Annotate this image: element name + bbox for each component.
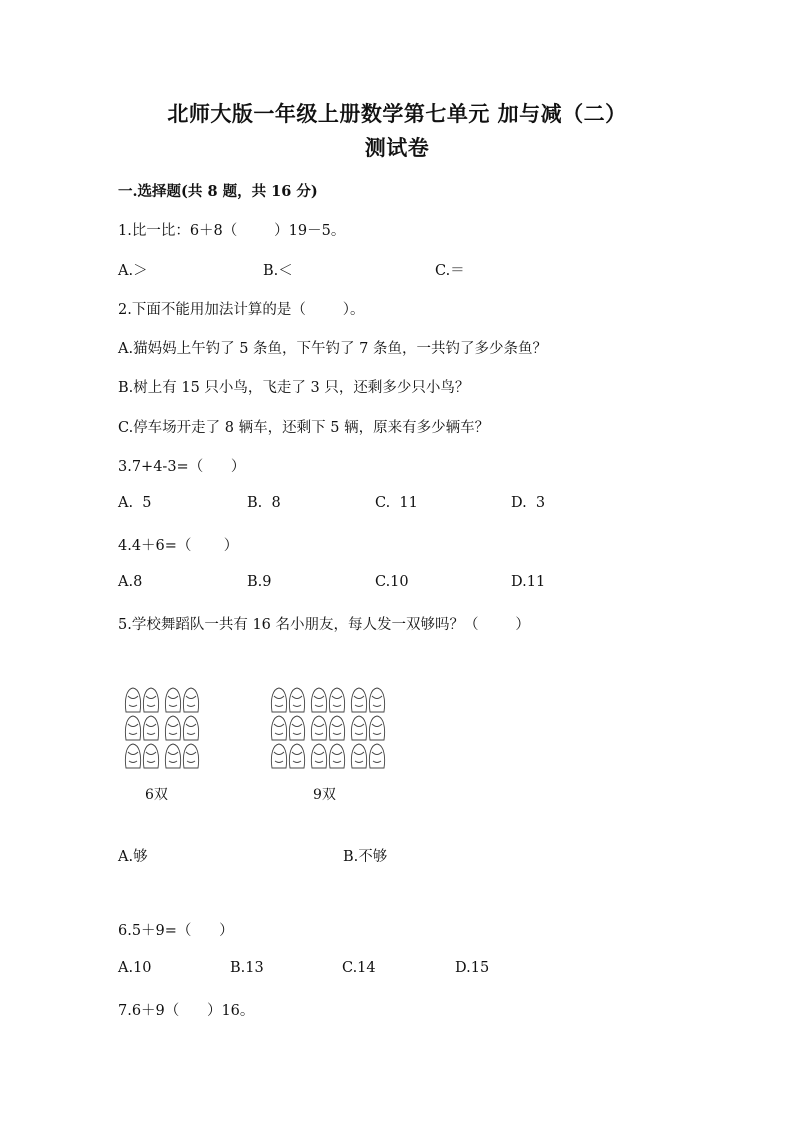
section-heading: 一.选择题(共 8 题，共 16 分): [118, 183, 318, 200]
q4-option-c[interactable]: C.10: [375, 574, 409, 590]
q3-option-c[interactable]: C. 11: [375, 495, 418, 511]
question-6: 6.5＋9=（ ）: [118, 923, 234, 939]
page-title: 北师大版一年级上册数学第七单元 加与减（二）: [167, 101, 627, 126]
question-4: 4.4＋6=（ ）: [118, 538, 239, 554]
question-2: 2.下面不能用加法计算的是（ ）。: [118, 302, 365, 318]
q2-option-c[interactable]: C.停车场开走了 8 辆车，还剩下 5 辆，原来有多少辆车？: [118, 420, 490, 436]
q3-option-a[interactable]: A. 5: [118, 495, 152, 511]
q2-option-b[interactable]: B.树上有 15 只小鸟，飞走了 3 只，还剩多少只小鸟？: [118, 380, 470, 396]
q4-option-a[interactable]: A.8: [118, 574, 143, 590]
shoes-9-pairs-image: [268, 686, 390, 776]
q3-option-d[interactable]: D. 3: [511, 495, 546, 511]
question-3: 3.7+4-3=（ ）: [118, 459, 246, 475]
q4-option-d[interactable]: D.11: [511, 574, 546, 590]
shoes-6-pairs-image: [122, 686, 212, 776]
q6-option-a[interactable]: A.10: [118, 960, 152, 976]
question-5: 5.学校舞蹈队一共有 16 名小朋友，每人发一双够吗？（ ）: [118, 617, 530, 633]
question-7: 7.6＋9（ ）16。: [118, 1003, 255, 1019]
q6-option-b[interactable]: B.13: [230, 960, 264, 976]
q6-option-d[interactable]: D.15: [455, 960, 490, 976]
q5-option-b[interactable]: B.不够: [343, 849, 388, 865]
caption-6-pairs: 6双: [145, 787, 168, 803]
q3-option-b[interactable]: B. 8: [247, 495, 281, 511]
q5-option-a[interactable]: A.够: [118, 849, 148, 865]
q6-option-c[interactable]: C.14: [342, 960, 376, 976]
q1-option-c[interactable]: C.＝: [435, 263, 465, 279]
q1-option-a[interactable]: A.＞: [118, 263, 148, 279]
caption-9-pairs: 9双: [313, 787, 336, 803]
q2-option-a[interactable]: A.猫妈妈上午钓了 5 条鱼，下午钓了 7 条鱼，一共钓了多少条鱼？: [118, 341, 547, 357]
page-subtitle: 测试卷: [364, 135, 430, 160]
q4-option-b[interactable]: B.9: [247, 574, 272, 590]
question-1: 1.比一比：6＋8（ ）19－5。: [118, 223, 346, 239]
q1-option-b[interactable]: B.＜: [263, 263, 293, 279]
